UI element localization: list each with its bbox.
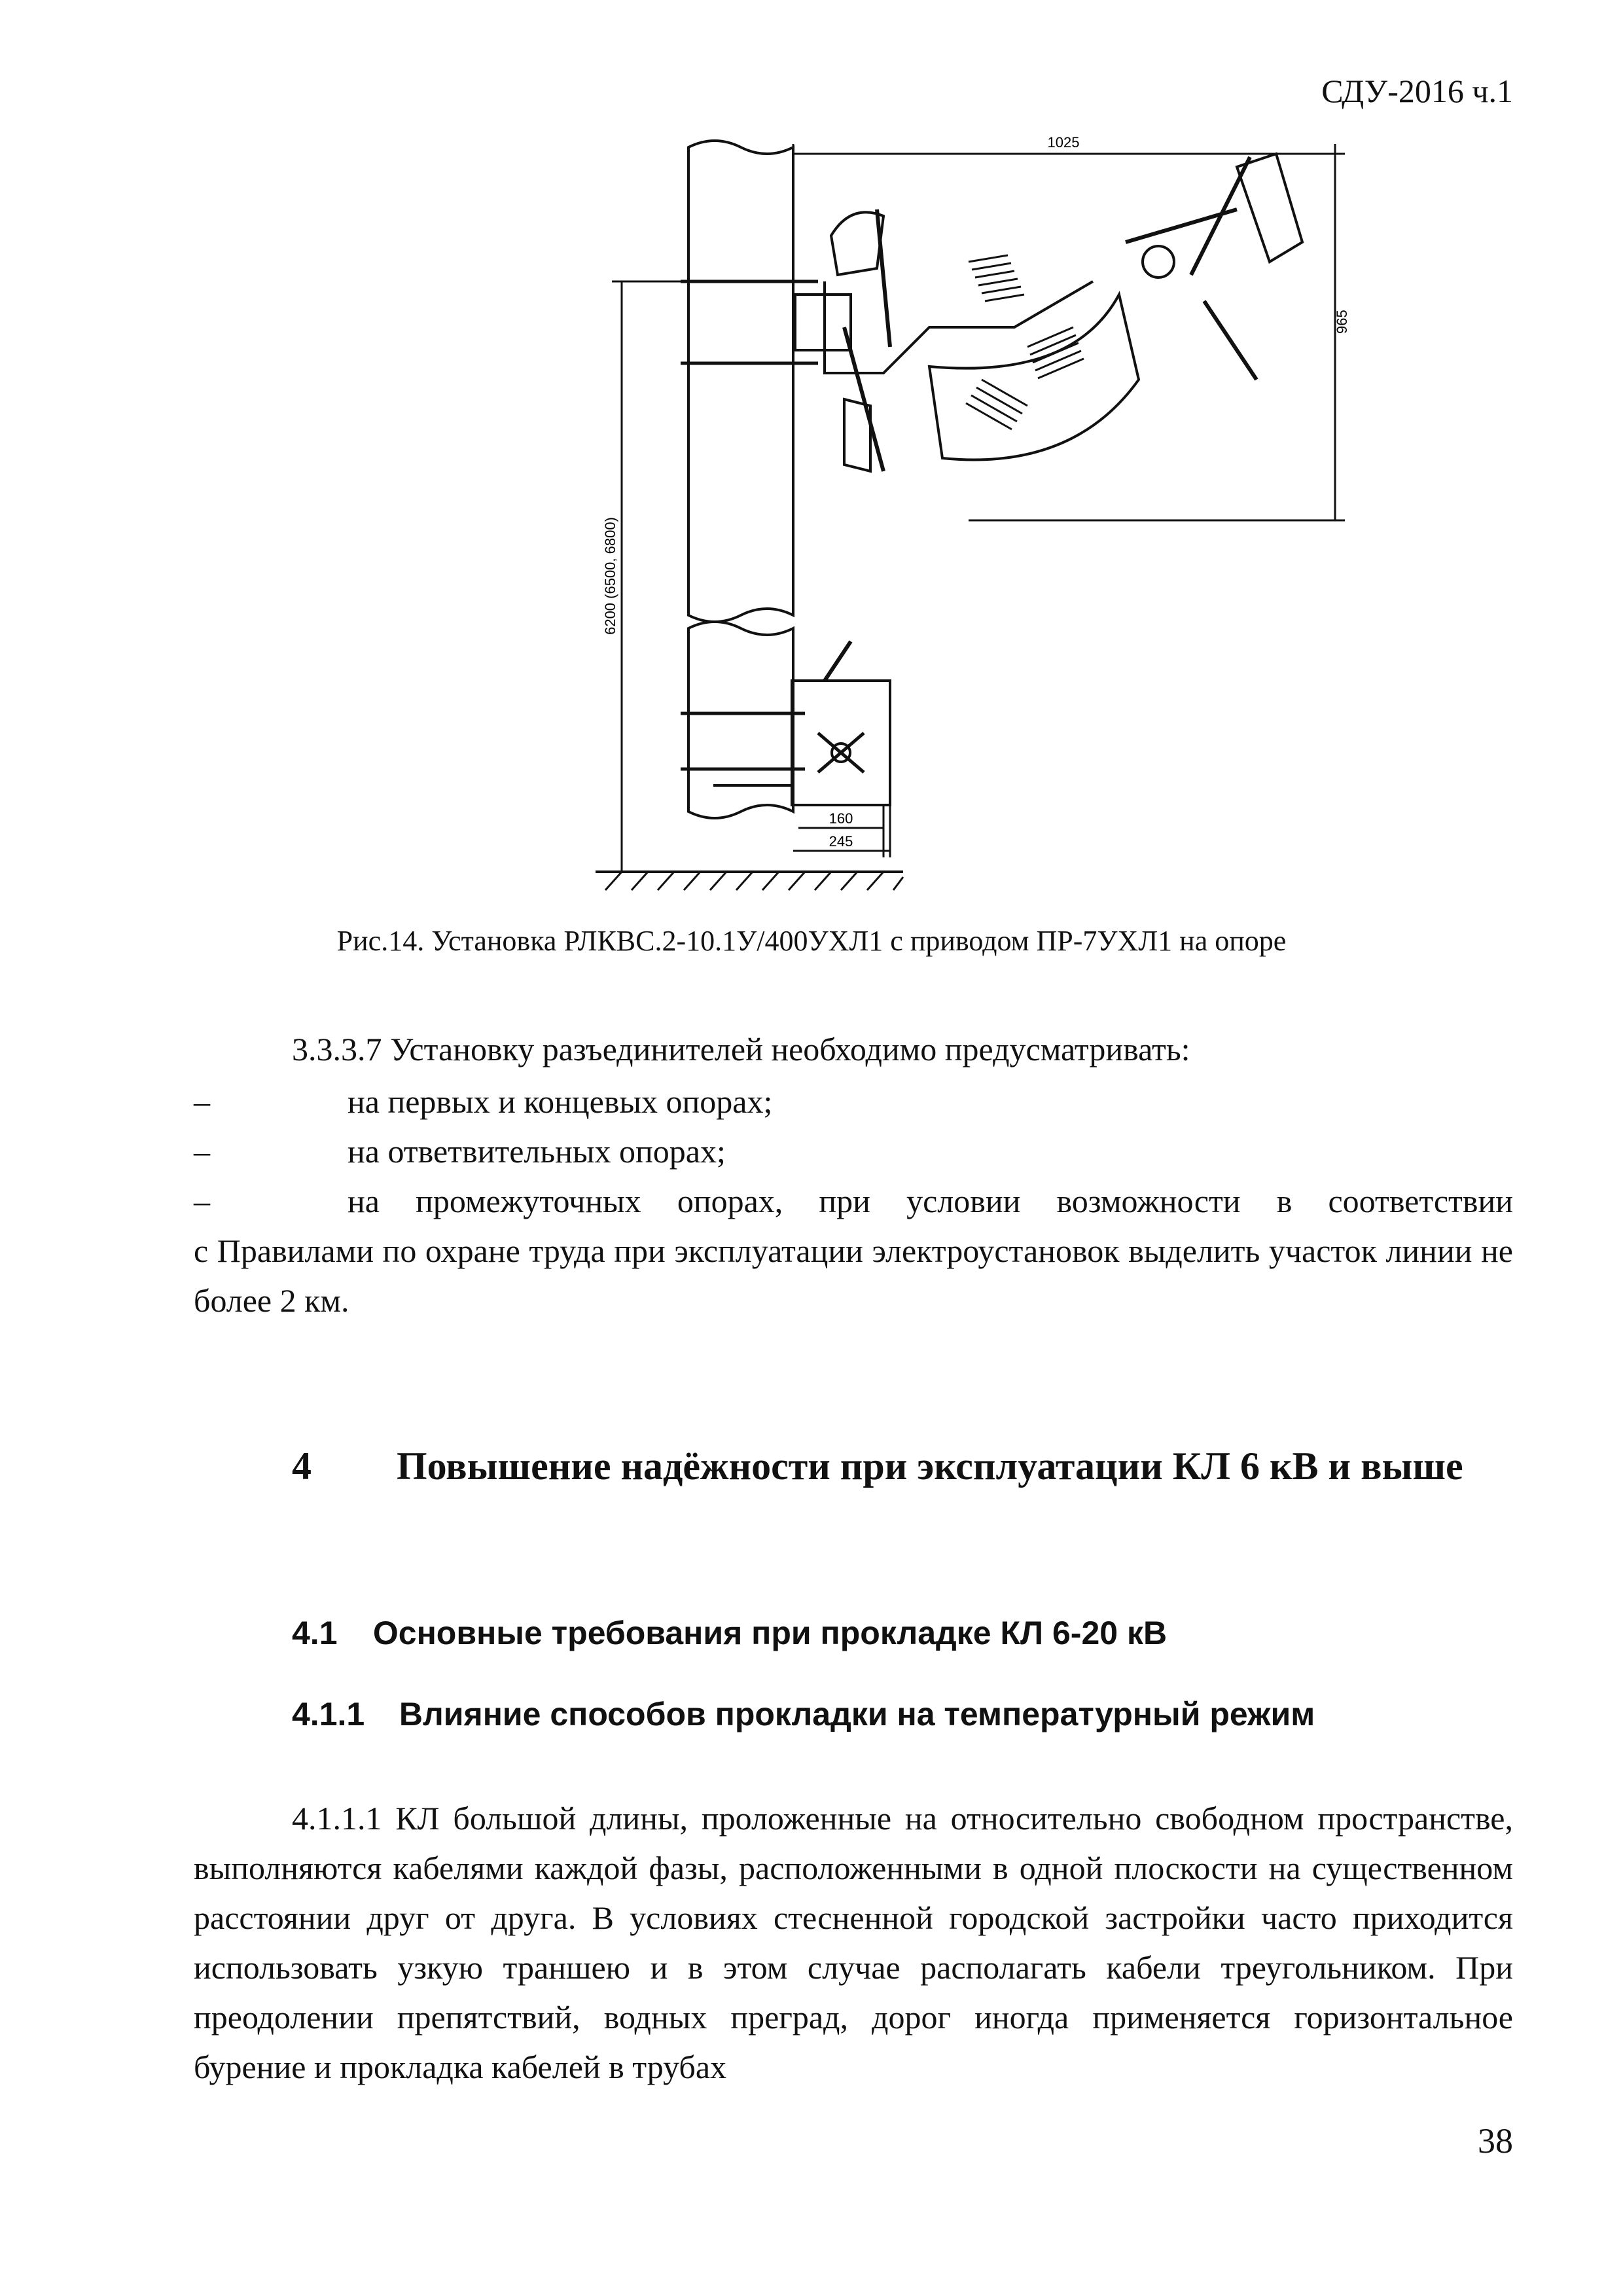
heading-number: 4.1: [292, 1615, 338, 1651]
heading-number: 4.1.1: [292, 1696, 365, 1732]
document-code: СДУ-2016 ч.1: [1321, 73, 1513, 109]
paragraph-4-1-1-1: 4.1.1.1 КЛ большой длины, проложенные на относительно свободном пространстве, выполняются кабелями каждой фазы, расположенными в одной плоскости на существенном расстоянии друг от друга. В условиях стесненной городской застройки часто приходится использовать узкую траншею и в этом случае располагать кабели треугольником. При преодолении препятствий, водных преград, дорог иногда применяется горизонтальное бурение и прокладка кабелей в трубах: [194, 1800, 1513, 2085]
pole-upper: [688, 141, 793, 622]
drive-handle: [825, 641, 851, 681]
heading-title: Повышение надёжности при эксплуатации КЛ 6 кВ и выше: [397, 1444, 1463, 1488]
bullet-item: – на первых и концевых опорах;: [194, 1077, 1513, 1126]
heading-title: Влияние способов прокладки на температурный режим: [399, 1696, 1315, 1732]
section-heading-4-1: [292, 1614, 1167, 1652]
contact-blades: [844, 157, 1257, 471]
paragraph-continuation: с Правилами по охране труда при эксплуатации электроустановок выделить участок линии не более 2 км.: [194, 1232, 1513, 1319]
disconnector-frame: [825, 281, 1093, 373]
technical-drawing: [576, 131, 1558, 903]
section-heading-4-1-1: [292, 1695, 1315, 1733]
paragraph-3-3-3-7-intro: 3.3.3.7 Установку разъединителей необходимо предусматривать:: [292, 1031, 1190, 1067]
heading-number: 4: [292, 1444, 312, 1488]
dim-label-right: 965: [1334, 310, 1350, 334]
section-heading-4: [194, 1440, 1513, 1492]
bullet-dash: –: [194, 1083, 210, 1120]
dim-label-width: 1025: [1047, 134, 1080, 151]
bullet-dash: –: [194, 1133, 210, 1170]
mounting-plate: [795, 295, 851, 350]
figure-caption: Рис.14. Установка РЛКВС.2-10.1У/400УХЛ1 с приводом ПР-7УХЛ1 на опоре: [336, 925, 1287, 957]
insulators: [966, 255, 1084, 429]
pole-clamps: [681, 281, 818, 769]
bullet-item: – на ответвительных опорах;: [194, 1126, 1513, 1176]
page-number: 38: [1478, 2121, 1513, 2161]
bullet-item: – на промежуточных опорах, при условии возможности в соответствии: [194, 1176, 1513, 1226]
sector-arc: [929, 295, 1139, 460]
left-contact: [831, 212, 883, 275]
ground-hatch: [605, 872, 903, 890]
dim-label-inner: 160: [829, 810, 853, 827]
bullet-dash: –: [194, 1183, 210, 1219]
disconnector-installation-drawing: [576, 131, 1558, 903]
dim-label-left: 6200 (6500, 6800): [602, 517, 618, 635]
pole-lower: [688, 622, 793, 818]
dim-label-outer: 245: [829, 833, 853, 850]
heading-title: Основные требования при прокладке КЛ 6-20 кВ: [372, 1615, 1168, 1651]
pivot: [1143, 246, 1174, 278]
arcing-horn: [1237, 154, 1302, 262]
